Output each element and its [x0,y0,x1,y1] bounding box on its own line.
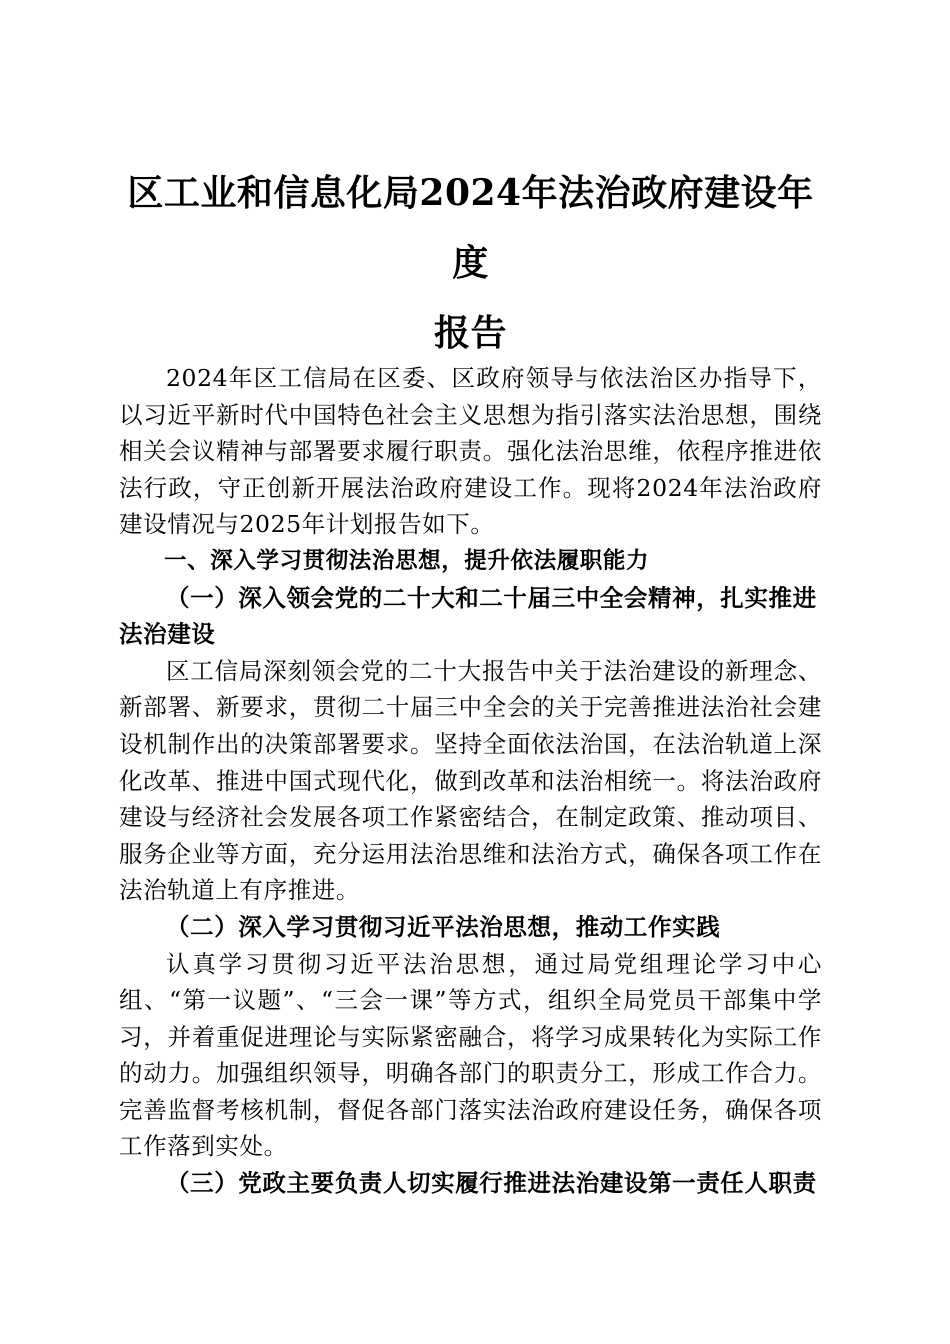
subsection-heading-2: （二）深入学习贯彻习近平法治思想，推动工作实践 [166,912,721,941]
title-line-2: 报告 [433,312,507,354]
subsection-body-1: 区工信局深刻领会党的二十大报告中关于法治建设的新理念、新部署、新要求，贯彻二十届三中全会的关于完善推进法治社会建设机制作出的决策部署要求。坚持全面依法治国，在法治轨道上深化改革、推进中国式现代化，做到改革和法治相统一。将法治政府建设与经济社会发展各项工作紧密结合，在制定政策、推动项目、服务企业等方面，充分运用法治思维和法治方式，确保各项工作在法治轨道上有序推进。 [119,656,822,905]
subsection-heading-1: （一）深入领会党的二十大和二十届三中全会精神，扎实推进法治建设 [119,583,817,649]
title-line-1: 区工业和信息化局2024年法治政府建设年度 [127,172,814,284]
document-title [119,158,822,368]
subsection-heading-3: （三）党政主要负责人切实履行推进法治建设第一责任人职责 [166,1169,817,1198]
section-heading-1: 一、深入学习贯彻法治思想，提升依法履职能力 [164,547,650,574]
intro-paragraph: 2024年区工信局在区委、区政府领导与依法治区办指导下，以习近平新时代中国特色社会主义思想为指引落实法治思想，围绕相关会议精神与部署要求履行职责。强化法治思维，依程序推进依法行政，守正创新开展法治政府建设工作。现将2024年法治政府建设情况与2025年计划报告如下。 [119,364,822,539]
document-body [119,360,822,1202]
subsection-body-2: 认真学习贯彻习近平法治思想，通过局党组理论学习中心组、“第一议题”、“三会一课”等方式，组织全局党员干部集中学习，并着重促进理论与实际紧密融合，将学习成果转化为实际工作的动力。加强组织领导，明确各部门的职责分工，形成工作合力。完善监督考核机制，督促各部门落实法治政府建设任务，确保各项工作落到实处。 [119,949,822,1161]
